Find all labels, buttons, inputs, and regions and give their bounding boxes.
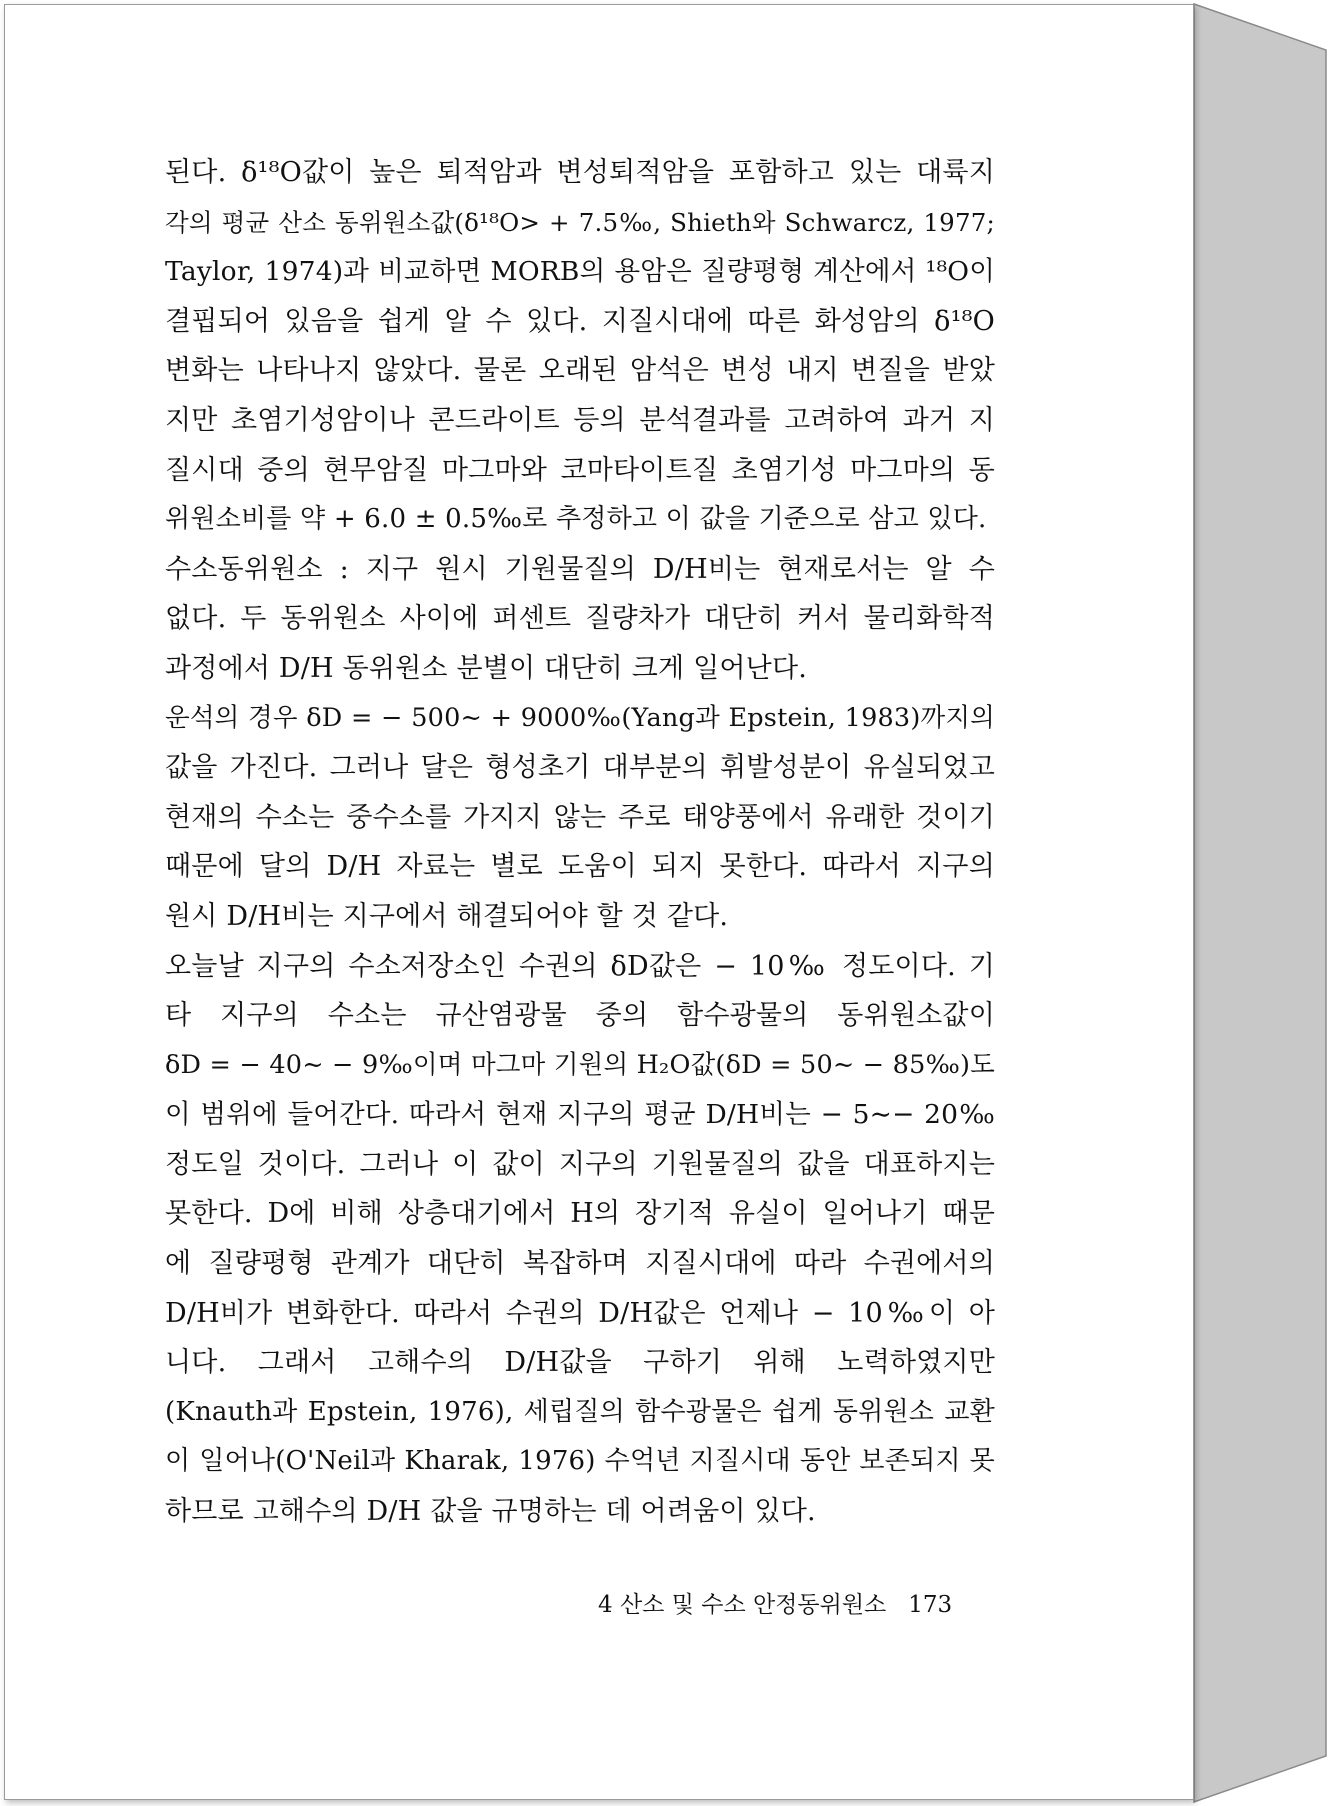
text-line: 지만 초염기성암이나 콘드라이트 등의 분석결과를 고려하여 과거 지 bbox=[165, 404, 995, 436]
text-line: 니다. 그래서 고해수의 D/H값을 구하기 위해 노력하였지만 bbox=[165, 1347, 995, 1379]
text-line: 에 질량평형 관계가 대단히 복잡하며 지질시대에 따라 수권에서의 bbox=[165, 1248, 995, 1280]
page-footer bbox=[598, 1586, 952, 1619]
text-line: D/H비가 변화한다. 따라서 수권의 D/H값은 언제나 − 10‰이 아 bbox=[165, 1297, 995, 1329]
text-line: 변화는 나타나지 않았다. 물론 오래된 암석은 변성 내지 변질을 받았 bbox=[165, 355, 995, 387]
text-line: 수소동위원소 : 지구 원시 기원물질의 D/H비는 현재로서는 알 수 bbox=[165, 553, 995, 585]
text-line: 현재의 수소는 중수소를 가지지 않는 주로 태양풍에서 유래한 것이기 bbox=[165, 801, 995, 833]
text-line: 없다. 두 동위원소 사이에 퍼센트 질량차가 대단히 커서 물리화학적 bbox=[165, 603, 995, 635]
text-line: 때문에 달의 D/H 자료는 별로 도움이 되지 못한다. 따라서 지구의 bbox=[165, 851, 995, 883]
text-line: 오늘날 지구의 수소저장소인 수권의 δD값은 − 10‰ 정도이다. 기 bbox=[165, 950, 995, 982]
body-text bbox=[165, 148, 995, 1537]
text-line: 하므로 고해수의 D/H 값을 규명하는 데 어려움이 있다. bbox=[165, 1496, 816, 1528]
text-line: 질시대 중의 현무암질 마그마와 코마타이트질 초염기성 마그마의 동 bbox=[165, 454, 995, 486]
text-line: Taylor, 1974)과 비교하면 MORB의 용암은 질량평형 계산에서 ¹⁸O이 bbox=[165, 256, 995, 288]
text-line: 못한다. D에 비해 상층대기에서 H의 장기적 유실이 일어나기 때문 bbox=[165, 1198, 995, 1230]
text-line: 값을 가진다. 그러나 달은 형성초기 대부분의 휘발성분이 유실되었고 bbox=[165, 752, 995, 784]
text-line: δD = − 40∼ − 9‰이며 마그마 기원의 H₂O값(δD = 50∼ − 85‰)도 bbox=[165, 1049, 995, 1080]
text-line: (Knauth과 Epstein, 1976), 세립질의 함수광물은 쉽게 동위원소 교환 bbox=[165, 1396, 995, 1427]
text-line: 원시 D/H비는 지구에서 해결되어야 할 것 같다. bbox=[165, 900, 729, 932]
text-line: 과정에서 D/H 동위원소 분별이 대단히 크게 일어난다. bbox=[165, 652, 808, 684]
text-line: 위원소비를 약 + 6.0 ± 0.5‰로 추정하고 이 값을 기준으로 삼고 있다. bbox=[165, 504, 987, 535]
text-line: 운석의 경우 δD = − 500∼ + 9000‰(Yang과 Epstein, 1983)까지의 bbox=[165, 702, 995, 733]
text-line: 이 범위에 들어간다. 따라서 현재 지구의 평균 D/H비는 − 5∼− 20‰ bbox=[165, 1099, 995, 1131]
page-number: 173 bbox=[908, 1592, 953, 1618]
book-spine-side-face bbox=[1194, 4, 1326, 1802]
text-line: 결핍되어 있음을 쉽게 알 수 있다. 지질시대에 따른 화성암의 δ¹⁸O bbox=[165, 305, 995, 337]
text-line: 정도일 것이다. 그러나 이 값이 지구의 기원물질의 값을 대표하지는 bbox=[165, 1148, 995, 1180]
text-line: 타 지구의 수소는 규산염광물 중의 함수광물의 동위원소값이 bbox=[165, 1000, 995, 1032]
text-line: 각의 평균 산소 동위원소값(δ¹⁸O> + 7.5‰, Shieth와 Schwarcz, 1977; bbox=[165, 207, 995, 237]
text-line: 이 일어나(O'Neil과 Kharak, 1976) 수억년 지질시대 동안 보존되지 못 bbox=[165, 1446, 995, 1477]
running-head: 4 산소 및 수소 안정동위원소 bbox=[598, 1592, 887, 1618]
text-line: 된다. δ¹⁸O값이 높은 퇴적암과 변성퇴적암을 포함하고 있는 대륙지 bbox=[165, 157, 995, 188]
